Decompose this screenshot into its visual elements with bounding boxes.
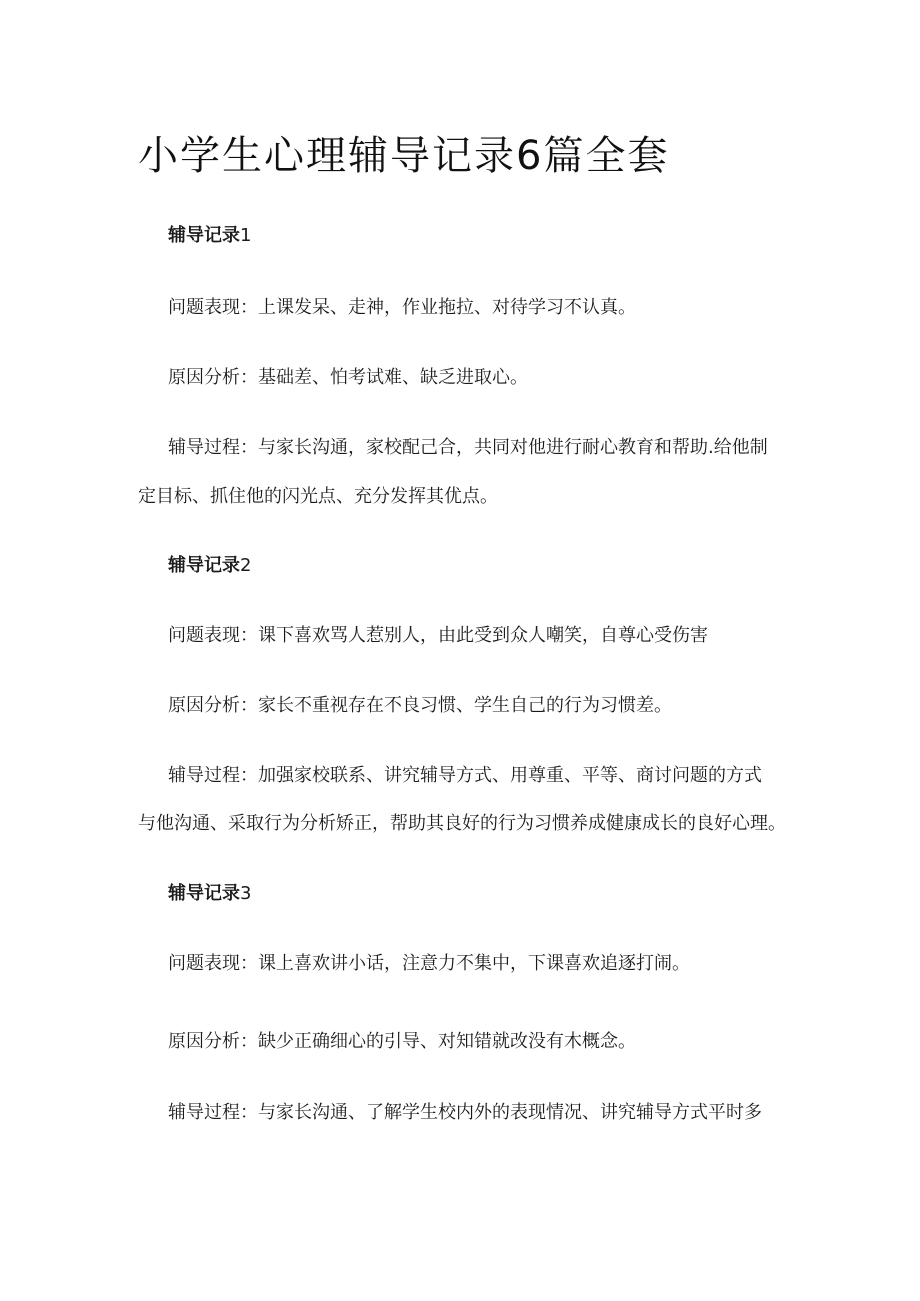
cause-text: 原因分析：缺少正确细心的引导、对知错就改没有木概念。	[168, 1031, 636, 1052]
process-text-line2: 定目标、抓住他的闪光点、充分发挥其优点。	[138, 486, 498, 507]
problem-text: 问题表现：上课发呆、走神，作业拖拉、对待学习不认真。	[168, 297, 636, 318]
record-heading-number: 2	[240, 555, 252, 576]
record-heading-number: 1	[240, 225, 252, 246]
process-text-line2: 与他沟通、采取行为分析矫正，帮助其良好的行为习惯养成健康成长的良好心理。	[138, 813, 786, 834]
record-heading	[168, 879, 251, 905]
record-heading	[168, 551, 251, 577]
problem-text: 问题表现：课下喜欢骂人惹别人，由此受到众人嘲笑，自尊心受伤害	[168, 625, 708, 646]
record-heading-number: 3	[240, 883, 252, 904]
record-heading-label: 辅导记录	[168, 225, 240, 246]
record-heading	[168, 221, 251, 247]
document-title: 小学生心理辅导记录6篇全套	[138, 133, 670, 179]
record-heading-label: 辅导记录	[168, 555, 240, 576]
process-text-line1: 辅导过程：与家长沟通、了解学生校内外的表现情况、讲究辅导方式平时多	[168, 1102, 762, 1123]
cause-text: 原因分析：基础差、怕考试难、缺乏进取心。	[168, 367, 528, 388]
process-text-line1: 辅导过程：与家长沟通，家校配己合，共同对他进行耐心教育和帮助.给他制	[168, 437, 768, 458]
problem-text: 问题表现：课上喜欢讲小话，注意力不集中，下课喜欢追逐打闹。	[168, 953, 690, 974]
record-heading-label: 辅导记录	[168, 883, 240, 904]
cause-text: 原因分析：家长不重视存在不良习惯、学生自己的行为习惯差。	[168, 695, 672, 716]
process-text-line1: 辅导过程：加强家校联系、讲究辅导方式、用尊重、平等、商讨问题的方式	[168, 765, 762, 786]
